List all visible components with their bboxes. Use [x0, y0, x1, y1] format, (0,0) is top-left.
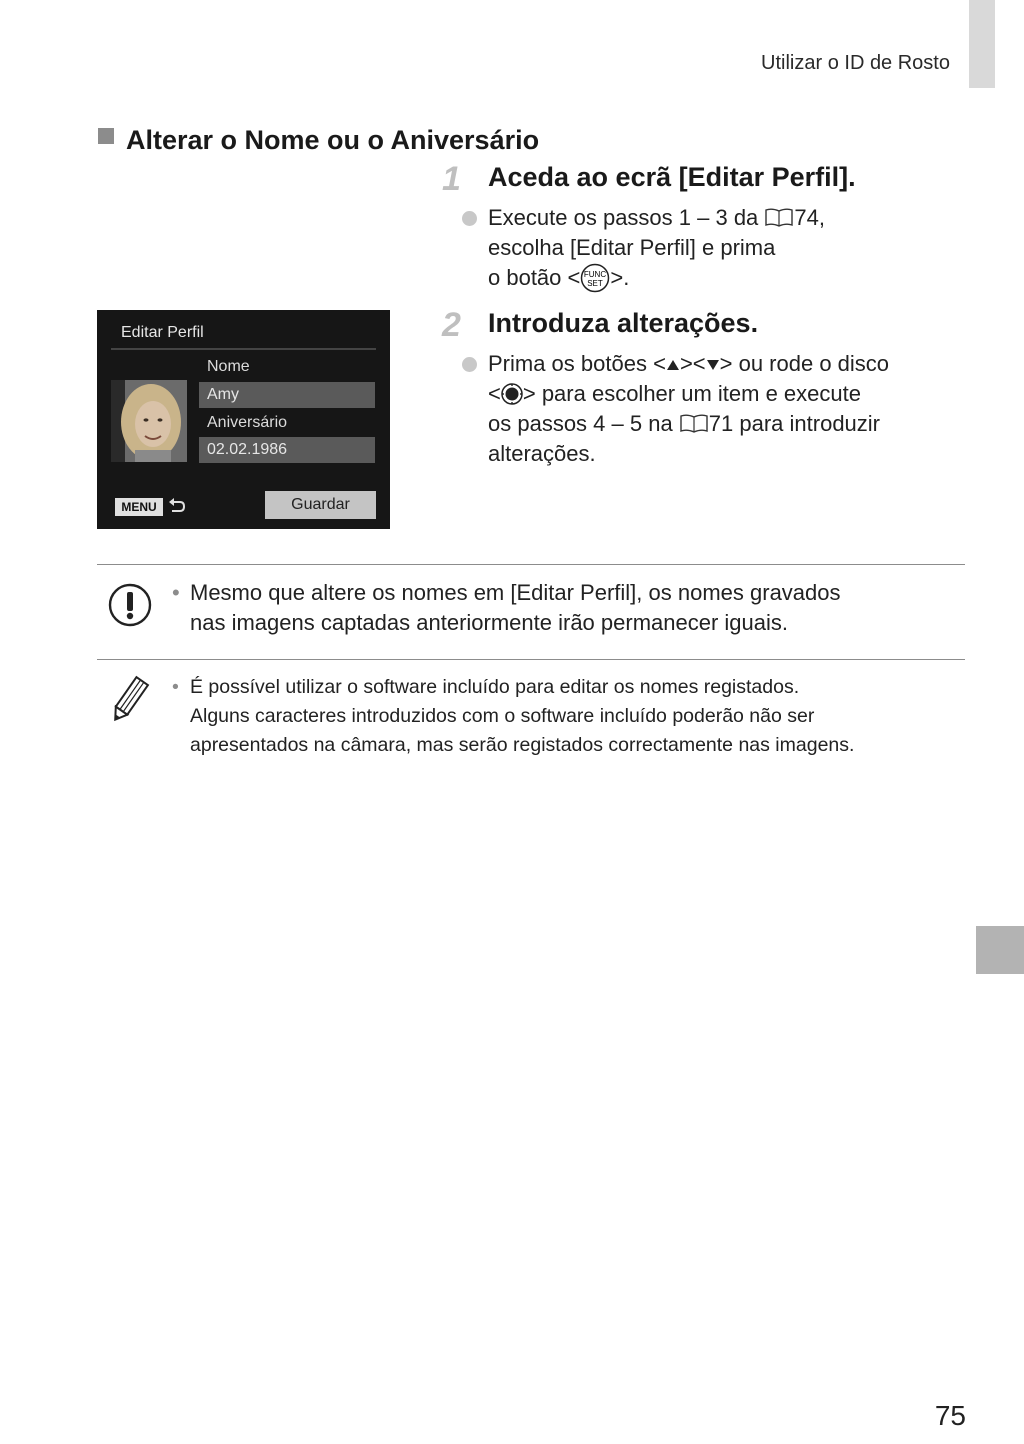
- divider-line: [97, 659, 965, 660]
- page-reference: 74,: [794, 205, 825, 230]
- down-arrow-icon: [706, 359, 720, 371]
- bullet-dot: •: [172, 676, 179, 698]
- pencil-icon: [106, 675, 152, 725]
- face-photo-graphic: [111, 380, 187, 462]
- camera-screen-title: Editar Perfil: [121, 324, 204, 341]
- page-reference: 71 para introduzir: [708, 411, 881, 436]
- birthday-label: Aniversário: [207, 414, 288, 431]
- save-button[interactable]: Guardar: [265, 491, 376, 519]
- caution-icon: [108, 583, 152, 627]
- step-text: Execute os passos 1 – 3 da: [488, 205, 765, 230]
- step-text: Prima os botões <: [488, 351, 666, 376]
- camera-screen-divider: [111, 348, 376, 350]
- step-body: [488, 349, 978, 469]
- note-line: Mesmo que altere os nomes em [Editar Perfil], os nomes gravados: [190, 580, 841, 605]
- step-line: [488, 203, 978, 233]
- step-number: 2: [442, 306, 461, 344]
- name-label: Nome: [207, 358, 250, 375]
- birthday-field[interactable]: 02.02.1986: [199, 437, 375, 463]
- book-reference-icon: [679, 413, 709, 433]
- svg-text:SET: SET: [587, 279, 604, 288]
- note-line: apresentados na câmara, mas serão registados correctamente nas imagens.: [190, 734, 855, 756]
- page-number: 75: [934, 1400, 966, 1431]
- control-dial-icon: [501, 383, 523, 405]
- chapter-tab-side: [976, 926, 1024, 974]
- svg-text:FUNC: FUNC: [584, 270, 607, 279]
- note-line: nas imagens captadas anteriormente irão permanecer iguais.: [190, 610, 788, 635]
- section-heading: [98, 125, 539, 156]
- func-set-button-icon: [580, 263, 610, 293]
- note-line: Alguns caracteres introduzidos com o software incluído poderão não ser: [190, 705, 815, 727]
- name-field[interactable]: Amy: [199, 382, 375, 408]
- step-title: Introduza alterações.: [488, 308, 759, 338]
- bullet-dot: [462, 357, 477, 372]
- return-icon: [167, 496, 187, 516]
- step-number: 1: [442, 160, 461, 198]
- camera-screen-illustration: [97, 310, 390, 529]
- running-header: Utilizar o ID de Rosto: [761, 52, 950, 74]
- step-line: [488, 263, 978, 293]
- step-line: [488, 349, 978, 379]
- divider-line: [97, 564, 965, 565]
- book-reference-icon: [764, 207, 794, 227]
- step-line: alterações.: [488, 441, 596, 466]
- menu-button[interactable]: MENU: [115, 498, 163, 516]
- face-photo: [111, 380, 187, 462]
- step-body: [488, 203, 978, 293]
- up-arrow-icon: [666, 359, 680, 371]
- section-marker: [98, 128, 114, 144]
- step-text: os passos 4 – 5 na: [488, 411, 679, 436]
- section-title: Alterar o Nome ou o Aniversário: [126, 125, 540, 155]
- step-title: Aceda ao ecrã [Editar Perfil].: [488, 162, 856, 192]
- step-text: >.: [610, 265, 630, 290]
- bullet-dot: •: [172, 580, 180, 605]
- step-line: escolha [Editar Perfil] e prima: [488, 235, 776, 260]
- memo-note: [172, 673, 855, 760]
- step-text: o botão <: [488, 265, 581, 290]
- step-text: <: [488, 381, 501, 406]
- step-line: [488, 379, 978, 409]
- note-line: É possível utilizar o software incluído para editar os nomes registados.: [190, 676, 800, 698]
- bullet-dot: [462, 211, 477, 226]
- step-text: > para escolher um item e execute: [522, 381, 861, 406]
- step-text: > ou rode o disco: [719, 351, 890, 376]
- step-line: [488, 409, 978, 439]
- caution-note: [172, 578, 841, 638]
- chapter-tab-top: [969, 0, 995, 88]
- step-text: ><: [679, 351, 706, 376]
